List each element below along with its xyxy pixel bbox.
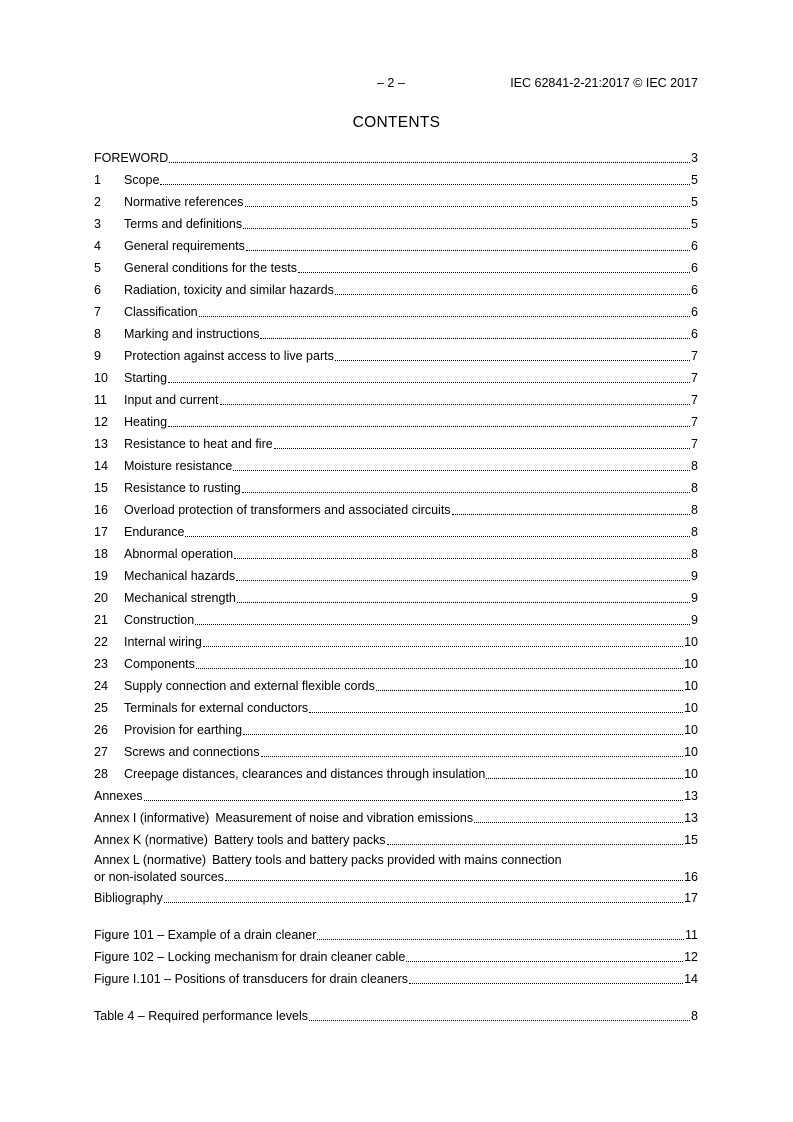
dot-leader (242, 491, 690, 493)
clause-number: 22 (94, 635, 108, 649)
toc-entry-title: Terminals for external conductors (124, 701, 309, 715)
toc-entry-bibliography[interactable] (94, 884, 698, 906)
dot-leader (243, 227, 690, 229)
toc-entry-page: 8 (691, 481, 698, 495)
dot-leader (260, 337, 690, 339)
dot-leader (237, 601, 690, 603)
toc-entry-clause[interactable] (94, 166, 698, 188)
dot-leader (243, 733, 683, 735)
toc-entry-clause[interactable] (94, 738, 698, 760)
toc-entry-page: 13 (684, 789, 698, 803)
dot-leader (220, 403, 691, 405)
toc-entry-title: Mechanical hazards (124, 569, 236, 583)
dot-leader (335, 359, 690, 361)
toc-entry-clause[interactable] (94, 496, 698, 518)
toc-entry-page: 7 (691, 393, 698, 407)
toc-entry-title: Radiation, toxicity and similar hazards (124, 283, 334, 297)
toc-entry-clause[interactable] (94, 298, 698, 320)
toc-entry-clause[interactable] (94, 540, 698, 562)
clause-number: 19 (94, 569, 108, 583)
dot-leader (195, 623, 690, 625)
toc-entry-title: Marking and instructions (124, 327, 260, 341)
dot-leader (261, 755, 684, 757)
document-reference: IEC 62841-2-21:2017 © IEC 2017 (510, 76, 698, 90)
toc-entry-title: Creepage distances, clearances and distances through insulation (124, 767, 486, 781)
clause-number: 14 (94, 459, 108, 473)
toc-entry-page: 10 (684, 745, 698, 759)
clause-number: 5 (94, 261, 101, 275)
annex-title: Measurement of noise and vibration emissions (215, 811, 474, 825)
toc-entry-page: 6 (691, 305, 698, 319)
toc-entry-clause[interactable] (94, 474, 698, 496)
annex-title-line2: or non-isolated sources (94, 870, 224, 884)
toc-entry-page: 9 (691, 591, 698, 605)
dot-leader (185, 535, 690, 537)
toc-entry-title: Screws and connections (124, 745, 260, 759)
dot-leader (274, 447, 690, 449)
toc-entry-page: 10 (684, 679, 698, 693)
toc-entry-title: Supply connection and external flexible cords (124, 679, 375, 693)
dot-leader (225, 879, 683, 881)
toc-entry-title: Figure I.101 – Positions of transducers for drain cleaners (94, 972, 409, 986)
dot-leader (335, 293, 690, 295)
toc-entry-title: Figure 102 – Locking mechanism for drain cleaner cable (94, 950, 406, 964)
toc-entry-page: 10 (684, 635, 698, 649)
clause-number: 10 (94, 371, 108, 385)
clause-number: 15 (94, 481, 108, 495)
toc-entry-page: 14 (684, 972, 698, 986)
dot-leader (236, 579, 690, 581)
toc-entry-title: Classification (124, 305, 198, 319)
toc-entry-clause[interactable] (94, 562, 698, 584)
toc-entry-page: 10 (684, 767, 698, 781)
page-number: – 2 – (377, 76, 405, 90)
toc-entry-page: 10 (684, 723, 698, 737)
dot-leader (317, 938, 684, 940)
dot-leader (164, 901, 683, 903)
clause-number: 12 (94, 415, 108, 429)
toc-entry-page: 13 (684, 811, 698, 825)
dot-leader (169, 161, 690, 163)
toc-entry-figure[interactable] (94, 943, 698, 965)
clause-number: 8 (94, 327, 101, 341)
dot-leader (309, 1019, 690, 1021)
toc-entry-page: 6 (691, 283, 698, 297)
toc-entry-page: 11 (685, 928, 698, 942)
dot-leader (486, 777, 683, 779)
toc-entry-clause[interactable] (94, 320, 698, 342)
toc-entry-clause[interactable] (94, 694, 698, 716)
dot-leader (246, 249, 690, 251)
dot-leader (196, 667, 683, 669)
dot-leader (406, 960, 683, 962)
clause-number: 16 (94, 503, 108, 517)
toc-entry-page: 7 (691, 437, 698, 451)
toc-entry-clause[interactable] (94, 606, 698, 628)
annex-title-line1: Battery tools and battery packs provided with mains connection (212, 853, 562, 867)
clause-number: 25 (94, 701, 108, 715)
annex-label: Annex I (informative) (94, 811, 210, 825)
toc-entry-table[interactable] (94, 1002, 698, 1024)
toc-entry-clause[interactable] (94, 386, 698, 408)
toc-entry-clause[interactable] (94, 452, 698, 474)
dot-leader (168, 381, 690, 383)
toc-entry-title: Resistance to heat and fire (124, 437, 273, 451)
toc-entry-clause[interactable] (94, 254, 698, 276)
clause-number: 3 (94, 217, 101, 231)
toc-entry-clause[interactable] (94, 584, 698, 606)
dot-leader (168, 425, 690, 427)
dot-leader (387, 843, 684, 845)
clause-number: 2 (94, 195, 101, 209)
annex-title: Battery tools and battery packs (213, 833, 386, 847)
toc-entry-title: Overload protection of transformers and associated circuits (124, 503, 451, 517)
dot-leader (298, 271, 690, 273)
toc-entry-title: Provision for earthing (124, 723, 243, 737)
dot-leader (245, 205, 691, 207)
toc-entry-clause[interactable] (94, 518, 698, 540)
clause-number: 28 (94, 767, 108, 781)
toc-entry-title: Normative references (124, 195, 244, 209)
toc-entry-foreword[interactable] (94, 144, 698, 166)
toc-entry-page: 6 (691, 327, 698, 341)
toc-entry-clause[interactable] (94, 188, 698, 210)
toc-entry-clause[interactable] (94, 210, 698, 232)
toc-entry-clause[interactable] (94, 364, 698, 386)
clause-number: 6 (94, 283, 101, 297)
annex-label: Annex K (normative) (94, 833, 208, 847)
clause-number: 27 (94, 745, 108, 759)
clause-number: 23 (94, 657, 108, 671)
clause-number: 21 (94, 613, 108, 627)
toc-entry-page: 8 (691, 525, 698, 539)
toc-entry-page: 10 (684, 701, 698, 715)
toc-entry-annex-i[interactable] (94, 804, 698, 826)
toc-entry-page: 5 (691, 195, 698, 209)
toc-entry-page: 8 (691, 459, 698, 473)
toc-entry-clause[interactable] (94, 650, 698, 672)
toc-entry-title: FOREWORD (94, 151, 169, 165)
toc-entry-page: 8 (691, 547, 698, 561)
toc-entry-page: 15 (684, 833, 698, 847)
dot-leader (376, 689, 683, 691)
clause-number: 20 (94, 591, 108, 605)
toc-entry-clause[interactable] (94, 342, 698, 364)
clause-number: 24 (94, 679, 108, 693)
toc-entry-page: 7 (691, 349, 698, 363)
toc-entry-title: Starting (124, 371, 168, 385)
toc-entry-page: 12 (684, 950, 698, 964)
toc-entry-page: 7 (691, 415, 698, 429)
toc-entry-page: 8 (691, 1009, 698, 1023)
toc-entry-annex-l[interactable] (94, 853, 698, 884)
toc-entry-page: 9 (691, 613, 698, 627)
page-title: CONTENTS (352, 114, 441, 131)
toc-entry-clause[interactable] (94, 628, 698, 650)
dot-leader (203, 645, 683, 647)
annex-label: Annex L (normative) (94, 853, 207, 867)
toc-entry-clause[interactable] (94, 760, 698, 782)
toc-entry-title: Protection against access to live parts (124, 349, 334, 363)
dot-leader (199, 315, 690, 317)
toc-entry-title: General conditions for the tests (124, 261, 298, 275)
toc-entry-figure[interactable] (94, 965, 698, 987)
toc-entry-title: Abnormal operation (124, 547, 234, 561)
clause-number: 13 (94, 437, 108, 451)
toc-entry-title: Annexes (94, 789, 143, 803)
toc-entry-page: 5 (691, 173, 698, 187)
toc-entry-page: 6 (691, 261, 698, 275)
clause-number: 7 (94, 305, 101, 319)
clause-number: 18 (94, 547, 108, 561)
dot-leader (409, 982, 683, 984)
toc-entry-title: Scope (124, 173, 160, 187)
toc-entry-page: 7 (691, 371, 698, 385)
toc-entry-page: 16 (684, 870, 698, 884)
clause-number: 11 (94, 393, 107, 407)
toc-entry-clause[interactable] (94, 276, 698, 298)
clause-number: 4 (94, 239, 101, 253)
toc-entry-page: 17 (684, 891, 698, 905)
toc-entry-title: Bibliography (94, 891, 163, 905)
table-of-contents (94, 144, 698, 1024)
toc-entry-clause[interactable] (94, 232, 698, 254)
toc-entry-annexes[interactable] (94, 782, 698, 804)
page-header (94, 76, 698, 92)
toc-entry-clause[interactable] (94, 672, 698, 694)
toc-entry-page: 5 (691, 217, 698, 231)
toc-entry-title: Table 4 – Required performance levels (94, 1009, 309, 1023)
toc-entry-title: Heating (124, 415, 168, 429)
dot-leader (144, 799, 683, 801)
toc-entry-title: Figure 101 – Example of a drain cleaner (94, 928, 317, 942)
toc-entry-title: Endurance (124, 525, 185, 539)
dot-leader (233, 469, 690, 471)
toc-entry-title: Components (124, 657, 195, 671)
toc-entry-page: 9 (691, 569, 698, 583)
clause-number: 1 (94, 173, 101, 187)
toc-entry-title: Construction (124, 613, 195, 627)
clause-number: 26 (94, 723, 108, 737)
toc-entry-page: 10 (684, 657, 698, 671)
dot-leader (474, 821, 683, 823)
dot-leader (160, 183, 690, 185)
toc-entry-title: Moisture resistance (124, 459, 233, 473)
toc-entry-page: 3 (691, 151, 698, 165)
toc-entry-clause[interactable] (94, 430, 698, 452)
clause-number: 17 (94, 525, 108, 539)
toc-entry-clause[interactable] (94, 716, 698, 738)
toc-entry-page: 8 (691, 503, 698, 517)
clause-number: 9 (94, 349, 101, 363)
toc-entry-title: General requirements (124, 239, 245, 253)
dot-leader (234, 557, 690, 559)
toc-entry-annex-k[interactable] (94, 826, 698, 848)
toc-entry-clause[interactable] (94, 408, 698, 430)
dot-leader (309, 711, 683, 713)
dot-leader (452, 513, 691, 515)
toc-entry-title: Terms and definitions (124, 217, 243, 231)
toc-entry-title: Input and current (124, 393, 219, 407)
toc-entry-title: Internal wiring (124, 635, 202, 649)
toc-entry-figure[interactable] (94, 921, 698, 943)
toc-entry-title: Resistance to rusting (124, 481, 241, 495)
toc-entry-title: Mechanical strength (124, 591, 236, 605)
toc-entry-page: 6 (691, 239, 698, 253)
